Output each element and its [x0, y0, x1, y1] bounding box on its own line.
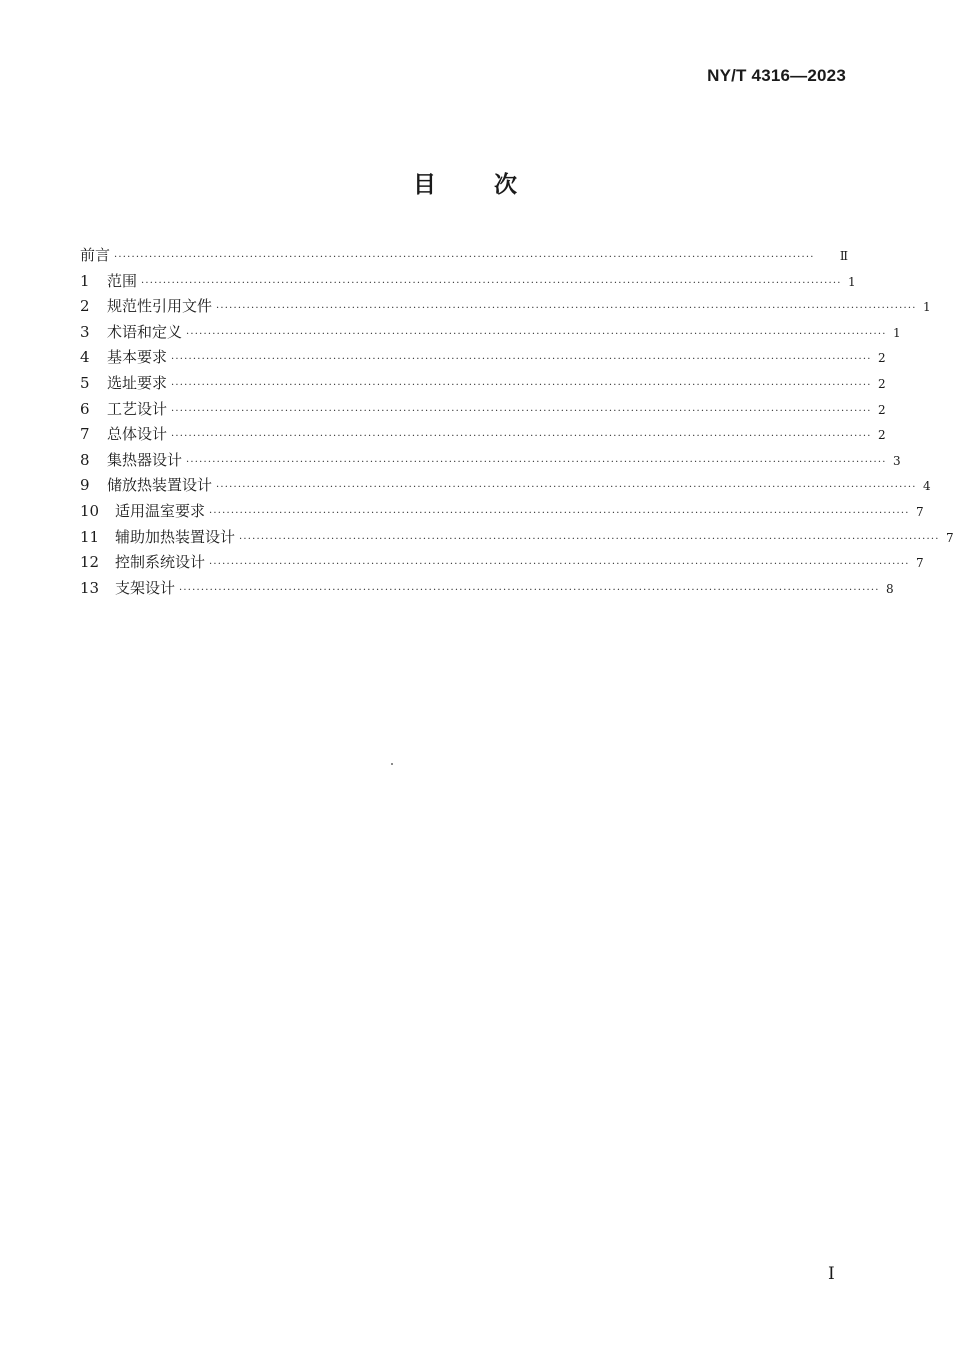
toc-entry-page: 1: [847, 274, 856, 289]
toc-entry-number: 9: [80, 476, 90, 495]
toc-entry-label: 集热器设计: [107, 450, 183, 469]
toc-entry-page: 4: [922, 479, 931, 494]
toc-entry-number: 12: [80, 553, 100, 572]
dot-leader: ································································································································································: [171, 405, 872, 417]
scan-speck: [391, 763, 393, 765]
toc-entry-page: 2: [877, 428, 886, 443]
document-code: NY/T 4316—2023: [707, 66, 846, 85]
toc-entry-page: 7: [915, 504, 924, 519]
toc-entry-page: 3: [892, 453, 901, 468]
toc-entry-number: 7: [80, 425, 90, 444]
dot-leader: ································································································································································: [179, 584, 880, 596]
toc-entry-number: 2: [80, 297, 90, 316]
toc-entry-label: 工艺设计: [107, 399, 168, 418]
toc-entry-13[interactable]: [80, 576, 894, 602]
toc-entry-11[interactable]: [80, 525, 954, 551]
toc-entry-10[interactable]: [80, 499, 924, 525]
toc-entry-page: 7: [945, 530, 954, 545]
toc-entry-label: 范围: [107, 271, 138, 290]
dot-leader: ································································································································································: [209, 507, 910, 519]
toc-entry-label: 储放热装置设计: [107, 476, 213, 495]
toc-entry-number: 11: [80, 527, 100, 546]
toc-entry-label: 适用温室要求: [115, 501, 206, 520]
dot-leader: ································································································································································: [114, 252, 815, 263]
toc-entry-page: 7: [915, 556, 924, 571]
toc-entry-label: 支架设计: [115, 578, 176, 597]
toc-entry-page: 2: [877, 376, 886, 391]
toc-entry-foreword[interactable]: [80, 243, 848, 269]
toc-entry-label: 前言: [80, 246, 111, 264]
toc-entry-number: 5: [80, 373, 90, 392]
toc-entry-number: 6: [80, 399, 90, 418]
toc-entry-number: 10: [80, 501, 100, 520]
toc-entry-label: 术语和定义: [107, 322, 183, 341]
toc-entry-12[interactable]: [80, 550, 924, 576]
toc-entry-label: 选址要求: [107, 373, 168, 392]
table-of-contents: [80, 243, 954, 601]
dot-leader: ································································································································································: [239, 533, 940, 545]
toc-entry-page: Ⅱ: [839, 249, 848, 263]
page-number: I: [828, 1264, 835, 1284]
toc-entry-9[interactable]: [80, 473, 931, 499]
toc-entry-6[interactable]: [80, 397, 886, 423]
dot-leader: ································································································································································: [186, 328, 887, 340]
toc-entry-page: 2: [877, 402, 886, 417]
dot-leader: ································································································································································: [171, 431, 872, 443]
toc-entry-5[interactable]: [80, 371, 886, 397]
toc-entry-label: 辅助加热装置设计: [115, 527, 236, 546]
toc-entry-number: 3: [80, 322, 90, 341]
toc-entry-7[interactable]: [80, 422, 886, 448]
toc-entry-2[interactable]: [80, 294, 931, 320]
toc-entry-3[interactable]: [80, 320, 901, 346]
dot-leader: ································································································································································: [216, 482, 917, 494]
toc-entry-label: 总体设计: [107, 425, 168, 444]
toc-entry-number: 4: [80, 348, 90, 367]
toc-entry-label: 规范性引用文件: [107, 297, 213, 316]
dot-leader: ································································································································································: [171, 354, 872, 366]
toc-entry-number: 1: [80, 271, 90, 290]
toc-entry-1[interactable]: [80, 269, 856, 295]
toc-entry-page: 8: [885, 581, 894, 596]
toc-entry-label: 基本要求: [107, 348, 168, 367]
dot-leader: ································································································································································: [171, 379, 872, 391]
toc-entry-number: 8: [80, 450, 90, 469]
toc-entry-8[interactable]: [80, 448, 901, 474]
dot-leader: ································································································································································: [209, 559, 910, 571]
toc-entry-label: 控制系统设计: [115, 553, 206, 572]
toc-entry-page: 1: [892, 325, 901, 340]
page-title: 目次: [413, 171, 575, 198]
toc-entry-page: 2: [877, 351, 886, 366]
toc-entry-4[interactable]: [80, 345, 886, 371]
dot-leader: ································································································································································: [186, 456, 887, 468]
dot-leader: ································································································································································: [141, 277, 842, 289]
toc-entry-number: 13: [80, 578, 100, 597]
toc-entry-page: 1: [922, 300, 931, 315]
dot-leader: ································································································································································: [216, 303, 917, 315]
